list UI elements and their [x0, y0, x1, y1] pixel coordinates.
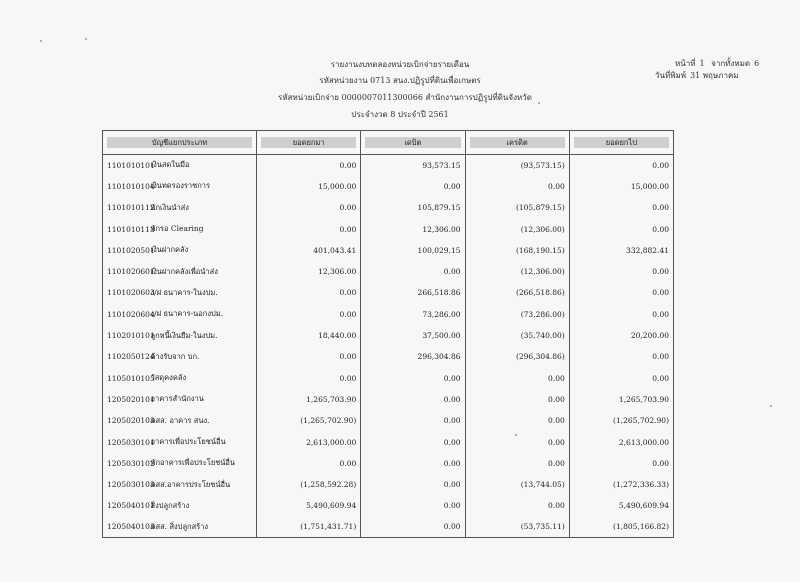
credit-value: (35,740.00)	[465, 325, 569, 346]
trial-balance-table	[102, 130, 674, 538]
carried-forward-value: 5,490,609.94	[569, 495, 673, 516]
account-code: 1102010101	[103, 325, 147, 346]
account-name: สิ่งปลูกสร้าง	[147, 495, 257, 516]
paper-speck	[770, 405, 772, 407]
account-code: 1205030103	[103, 474, 147, 495]
table-row	[103, 261, 674, 282]
credit-value: 0.00	[465, 431, 569, 452]
account-code: 1101010101	[103, 155, 147, 176]
debit-value: 12,306.00	[361, 218, 465, 239]
account-code: 1101020603	[103, 282, 147, 303]
credit-value: (12,306.00)	[465, 218, 569, 239]
account-name: พักเงินนำส่ง	[147, 197, 257, 218]
table-row	[103, 304, 674, 325]
account-code: 1205020103	[103, 410, 147, 431]
carried-forward-value: (1,265,702.90)	[569, 410, 673, 431]
col-header-carried-forward: ยอดยกไป	[569, 131, 673, 155]
table-row	[103, 431, 674, 452]
period-line: ประจำงวด 8 ประจำปี 2561	[351, 110, 449, 119]
brought-forward-value: 12,306.00	[257, 261, 361, 282]
account-code: 1105010105	[103, 367, 147, 388]
brought-forward-value: 1,265,703.90	[257, 389, 361, 410]
credit-value: 0.00	[465, 176, 569, 197]
carried-forward-value: 0.00	[569, 155, 673, 176]
account-code: 1101010112	[103, 197, 147, 218]
credit-value: (168,190.15)	[465, 240, 569, 261]
account-name: เงินสดในมือ	[147, 155, 257, 176]
table-row	[103, 367, 674, 388]
brought-forward-value: 0.00	[257, 304, 361, 325]
account-name: ง/ฝ ธนาคาร-ในงปม.	[147, 282, 257, 303]
account-name: เงินฝากคลังเพื่อนำส่ง	[147, 261, 257, 282]
brought-forward-value: 0.00	[257, 155, 361, 176]
account-code: 1101020604	[103, 304, 147, 325]
paper-speck	[85, 38, 87, 40]
account-name: พักอาคารเพื่อประโยชน์อื่น	[147, 453, 257, 474]
account-code: 1205040101	[103, 495, 147, 516]
debit-value: 0.00	[361, 474, 465, 495]
brought-forward-value: 0.00	[257, 197, 361, 218]
print-date-label: วันที่พิมพ์	[655, 71, 687, 80]
table-row	[103, 155, 674, 176]
brought-forward-value: 18,440.00	[257, 325, 361, 346]
account-code: 1102050124	[103, 346, 147, 367]
account-name: คสส. อาคาร สนง.	[147, 410, 257, 431]
credit-value: (266,518.86)	[465, 282, 569, 303]
credit-value: (73,286.00)	[465, 304, 569, 325]
table-row	[103, 495, 674, 516]
credit-value: 0.00	[465, 495, 569, 516]
brought-forward-value: (1,265,702.90)	[257, 410, 361, 431]
credit-value: (53,735.11)	[465, 517, 569, 538]
account-code: 1205030101	[103, 431, 147, 452]
disbursement-unit-line: รหัสหน่วยเบิกจ่าย 0000007011300066 สำนักงานการปฏิรูปที่ดินจังหวัด	[278, 93, 532, 102]
brought-forward-value: 2,613,000.00	[257, 431, 361, 452]
page-label: หน้าที่	[675, 59, 696, 68]
carried-forward-value: 15,000.00	[569, 176, 673, 197]
credit-value: 0.00	[465, 410, 569, 431]
account-code: 1205020101	[103, 389, 147, 410]
credit-value: 0.00	[465, 389, 569, 410]
account-name: อาคารเพื่อประโยชน์อื่น	[147, 431, 257, 452]
brought-forward-value: 401,043.41	[257, 240, 361, 261]
account-name: คสส. สิ่งปลูกสร้าง	[147, 517, 257, 538]
account-name: เงินทดรองราชการ	[147, 176, 257, 197]
table-row	[103, 197, 674, 218]
table-header-row	[103, 131, 674, 155]
brought-forward-value: 0.00	[257, 346, 361, 367]
agency-code-line: รหัสหน่วยงาน 0713 สนง.ปฏิรูปที่ดินเพื่อเกษตร	[319, 76, 481, 85]
account-code: 1205030102	[103, 453, 147, 474]
debit-value: 0.00	[361, 410, 465, 431]
account-code: 1205040103	[103, 517, 147, 538]
account-name: อาคารสำนักงาน	[147, 389, 257, 410]
carried-forward-value: 0.00	[569, 453, 673, 474]
carried-forward-value: 0.00	[569, 261, 673, 282]
report-title: รายงานงบทดลองหน่วยเบิกจ่ายรายเดือน	[330, 60, 470, 69]
table-row	[103, 325, 674, 346]
brought-forward-value: 0.00	[257, 218, 361, 239]
account-name: คสส.อาคารประโยชน์อื่น	[147, 474, 257, 495]
debit-value: 0.00	[361, 176, 465, 197]
account-name: เงินฝากคลัง	[147, 240, 257, 261]
table-row	[103, 282, 674, 303]
account-code: 1101010113	[103, 218, 147, 239]
debit-value: 37,500.00	[361, 325, 465, 346]
page-number: 1	[699, 59, 705, 68]
brought-forward-value: 15,000.00	[257, 176, 361, 197]
table-row	[103, 176, 674, 197]
carried-forward-value: (1,805,166.82)	[569, 517, 673, 538]
col-header-account: บัญชีแยกประเภท	[103, 131, 257, 155]
account-name: พักรอ Clearing	[147, 218, 257, 239]
account-name: ง/ฝ ธนาคาร-นอกงปม.	[147, 304, 257, 325]
carried-forward-value: 1,265,703.90	[569, 389, 673, 410]
total-pages: 6	[754, 59, 760, 68]
table-row	[103, 389, 674, 410]
account-code: 1101020601	[103, 261, 147, 282]
col-header-credit: เครดิต	[465, 131, 569, 155]
brought-forward-value: (1,258,592.28)	[257, 474, 361, 495]
brought-forward-value: 0.00	[257, 453, 361, 474]
credit-value: (93,573.15)	[465, 155, 569, 176]
carried-forward-value: 0.00	[569, 218, 673, 239]
paper-speck	[538, 102, 540, 104]
account-code: 1101010104	[103, 176, 147, 197]
paper-speck	[40, 40, 42, 42]
table-row	[103, 240, 674, 261]
account-name: วัสดุคงคลัง	[147, 367, 257, 388]
carried-forward-value: 2,613,000.00	[569, 431, 673, 452]
carried-forward-value: 332,882.41	[569, 240, 673, 261]
credit-value: (12,306.00)	[465, 261, 569, 282]
debit-value: 0.00	[361, 431, 465, 452]
credit-value: 0.00	[465, 367, 569, 388]
col-header-debit: เดบิต	[361, 131, 465, 155]
carried-forward-value: 0.00	[569, 346, 673, 367]
carried-forward-value: 0.00	[569, 304, 673, 325]
debit-value: 0.00	[361, 389, 465, 410]
debit-value: 296,304.86	[361, 346, 465, 367]
debit-value: 0.00	[361, 517, 465, 538]
brought-forward-value: 0.00	[257, 367, 361, 388]
account-name: ลูกหนี้เงินยืม-ในงปม.	[147, 325, 257, 346]
debit-value: 0.00	[361, 495, 465, 516]
table-row	[103, 218, 674, 239]
credit-value: (13,744.05)	[465, 474, 569, 495]
col-header-brought-forward: ยอดยกมา	[257, 131, 361, 155]
print-date-value: 31 พฤษภาคม	[690, 71, 739, 80]
account-code: 1101020501	[103, 240, 147, 261]
carried-forward-value: 20,200.00	[569, 325, 673, 346]
table-row	[103, 346, 674, 367]
print-date	[655, 69, 743, 82]
carried-forward-value: (1,272,336.33)	[569, 474, 673, 495]
table-row	[103, 474, 674, 495]
debit-value: 0.00	[361, 453, 465, 474]
brought-forward-value: 0.00	[257, 282, 361, 303]
debit-value: 266,518.86	[361, 282, 465, 303]
credit-value: (296,304.86)	[465, 346, 569, 367]
credit-value: (105,879.15)	[465, 197, 569, 218]
table-row	[103, 517, 674, 538]
carried-forward-value: 0.00	[569, 197, 673, 218]
carried-forward-value: 0.00	[569, 282, 673, 303]
debit-value: 73,286.00	[361, 304, 465, 325]
table-row	[103, 453, 674, 474]
debit-value: 0.00	[361, 367, 465, 388]
account-name: ค้างรับจาก บก.	[147, 346, 257, 367]
debit-value: 93,573.15	[361, 155, 465, 176]
table-row	[103, 410, 674, 431]
credit-value: 0.00	[465, 453, 569, 474]
brought-forward-value: 5,490,609.94	[257, 495, 361, 516]
total-label: จากทั้งหมด	[711, 59, 751, 68]
debit-value: 0.00	[361, 261, 465, 282]
carried-forward-value: 0.00	[569, 367, 673, 388]
brought-forward-value: (1,751,431.71)	[257, 517, 361, 538]
debit-value: 105,879.15	[361, 197, 465, 218]
paper-speck	[515, 434, 517, 436]
debit-value: 100,029.15	[361, 240, 465, 261]
